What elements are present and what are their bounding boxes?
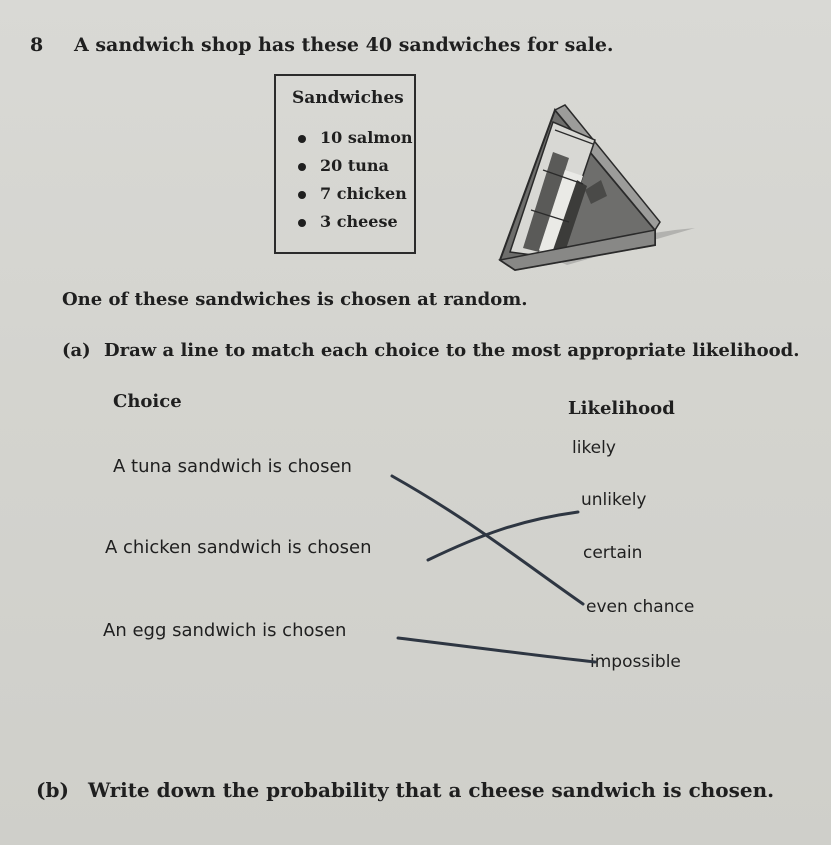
menu-title: Sandwiches: [292, 88, 404, 108]
likelihood-likely[interactable]: likely: [572, 438, 616, 458]
choice-egg[interactable]: An egg sandwich is chosen: [103, 620, 347, 641]
random-choice-sentence: One of these sandwiches is chosen at random.: [62, 289, 528, 310]
choice-heading: Choice: [113, 391, 182, 412]
line-egg-to-impossible: [398, 638, 595, 662]
likelihood-unlikely[interactable]: unlikely: [581, 490, 647, 510]
question-intro: A sandwich shop has these 40 sandwiches for sale.: [74, 34, 614, 56]
menu-item-chicken: 7 chicken: [298, 184, 407, 203]
part-b-instruction: Write down the probability that a cheese sandwich is chosen.: [88, 778, 775, 802]
menu-item-cheese: 3 cheese: [298, 212, 398, 231]
part-a-instruction: Draw a line to match each choice to the most appropriate likelihood.: [104, 340, 800, 361]
choice-tuna[interactable]: A tuna sandwich is chosen: [113, 456, 352, 477]
question-number: 8: [30, 34, 44, 56]
likelihood-certain[interactable]: certain: [583, 543, 643, 563]
choice-chicken[interactable]: A chicken sandwich is chosen: [105, 537, 372, 558]
part-a-label: (a): [62, 340, 91, 361]
line-chicken-to-unlikely: [428, 512, 578, 560]
menu-item-tuna: 20 tuna: [298, 156, 389, 175]
line-tuna-to-even-chance: [392, 476, 583, 604]
likelihood-impossible[interactable]: impossible: [590, 652, 681, 672]
menu-item-salmon: 10 salmon: [298, 128, 413, 147]
part-b-label: (b): [36, 778, 69, 802]
likelihood-even-chance[interactable]: even chance: [586, 597, 695, 617]
likelihood-heading: Likelihood: [568, 398, 675, 419]
